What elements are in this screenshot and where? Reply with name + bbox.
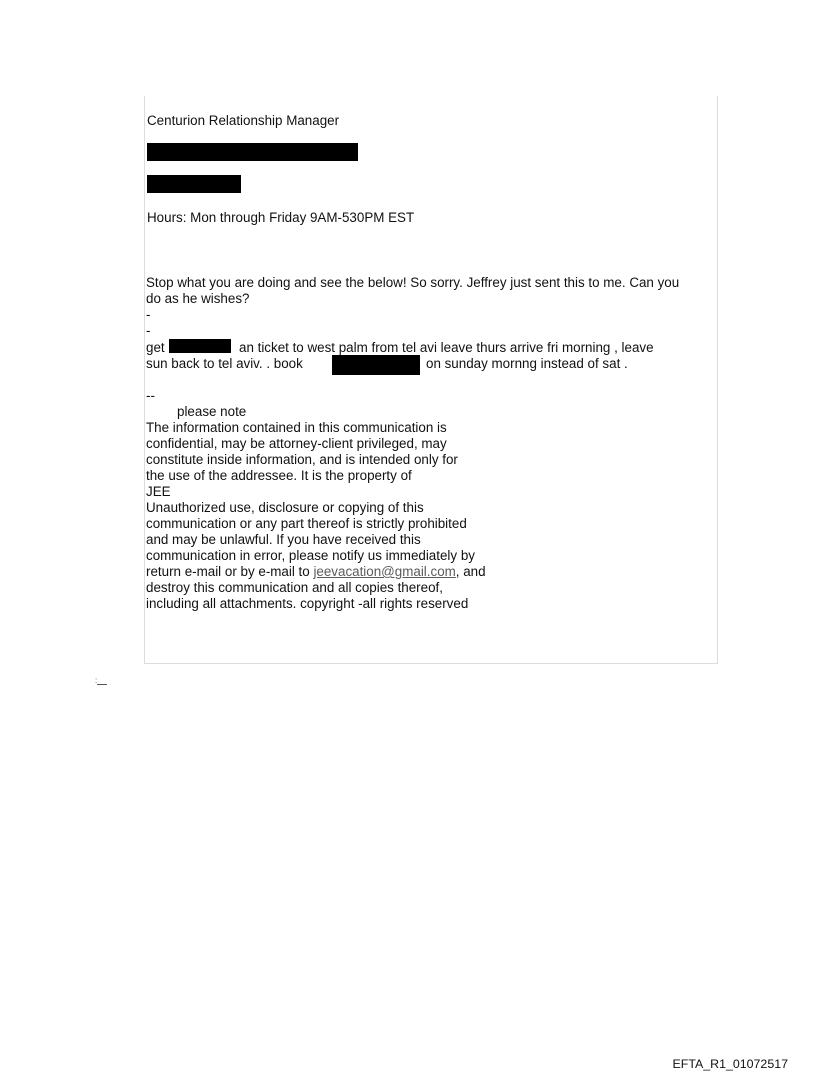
disclaimer-return-line [146,564,486,580]
redaction-block [147,175,241,193]
disclaimer-line: JEE [146,484,171,499]
disclaimer-line: constitute inside information, and is intended only for [146,452,458,467]
disclaimer-line: communication or any part thereof is strictly prohibited [146,516,467,531]
signature-hours: Hours: Mon through Friday 9AM-530PM EST [147,210,415,225]
disclaimer-line: the use of the addressee. It is the property of [146,468,412,483]
signature-separator: -- [146,388,155,403]
corner-mark-text: : [95,676,98,685]
disclaimer-line: including all attachments. copyright -all rights reserved [146,596,469,611]
disclaimer-line: destroy this communication and all copies thereof, [146,580,443,595]
disclaimer-line: communication in error, please notify us immediately by [146,548,475,563]
signature-title: Centurion Relationship Manager [147,113,340,128]
redaction-block [147,143,358,161]
request-word-get: get [146,340,165,355]
disclaimer-line: Unauthorized use, disclosure or copying of this [146,500,424,515]
redaction-block [169,339,231,353]
message-intro-line: Stop what you are doing and see the below! So sorry. Jeffrey just sent this to me. Can you [146,275,680,290]
disclaimer-please-note: please note [177,404,247,419]
request-line-2-end: on sunday mornng instead of sat . [426,356,628,371]
disclaimer-line: confidential, may be attorney-client privileged, may [146,436,447,451]
message-dash: - [146,307,151,322]
disclaimer-return-prefix: return e-mail or by e-mail to [146,564,314,579]
message-dash: - [146,323,151,338]
message-intro-line: do as he wishes? [146,291,250,306]
disclaimer-line: and may be unlawful. If you have received this [146,532,421,547]
request-line-1: an ticket to west palm from tel avi leave thurs arrive fri morning , leave [239,340,654,355]
disclaimer-line: The information contained in this communication is [146,420,447,435]
request-line-2-start: sun back to tel aviv. . book [146,356,303,371]
corner-mark [95,677,107,685]
bates-number: EFTA_R1_01072517 [672,1057,788,1071]
redaction-block [332,355,420,375]
disclaimer-return-suffix: , and [455,564,486,579]
corner-mark-bar [97,684,107,685]
email-link[interactable]: jeevacation@gmail.com [313,564,456,579]
